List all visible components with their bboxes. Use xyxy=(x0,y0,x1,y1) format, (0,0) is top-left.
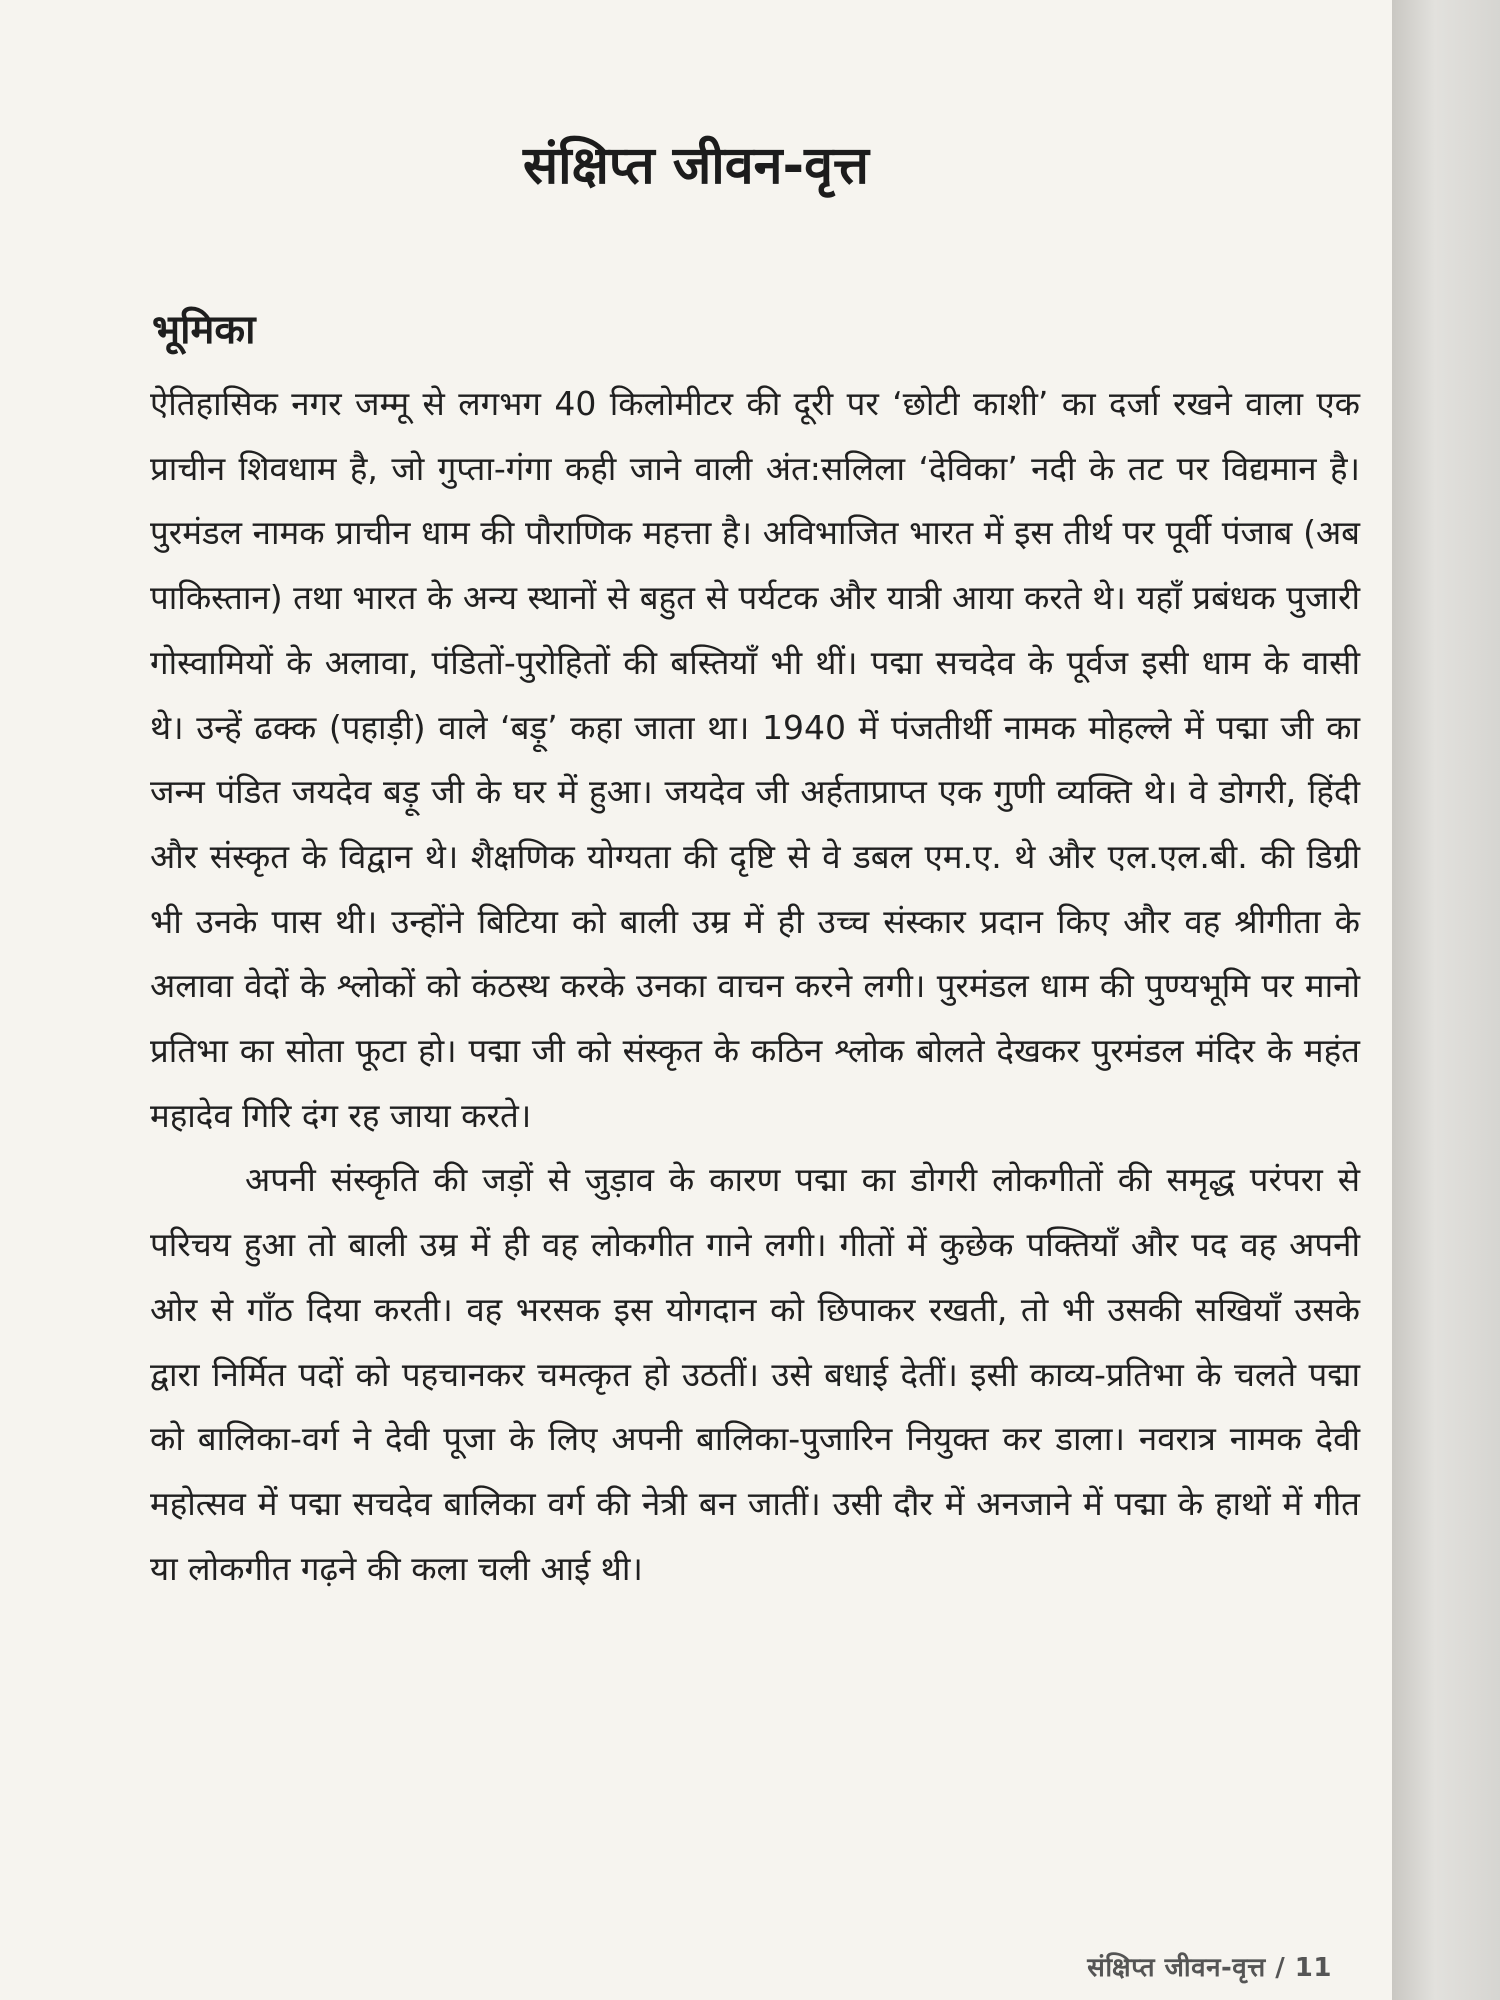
section-heading: भूमिका xyxy=(152,307,256,353)
paragraph-2: अपनी संस्कृति की जड़ों से जुड़ाव के कारण पद्मा का डोगरी लोकगीतों की समृद्ध परंपरा से परिचय हुआ तो बाली उम्र में ही वह लोकगीत गाने लगी। गीतों में कुछेक पक्तियाँ और पद वह अपनी ओर से गाँठ दिया करती। वह भरसक इस योगदान को छिपाकर रखती, तो भी उसकी सखियाँ उसके द्वारा निर्मित पदों को पहचानकर चमत्कृत हो उठतीं। उसे बधाई देतीं। इसी काव्य-प्रतिभा के चलते पद्मा को बालिका-वर्ग ने देवी पूजा के लिए अपनी बालिका-पुजारिन नियुक्त कर डाला। नवरात्र नामक देवी महोत्सव में पद्मा सचदेव बालिका वर्ग की नेत्री बन जातीं। उसी दौर में अनजाने में पद्मा के हाथों में गीत या लोकगीत गढ़ने की कला चली आई थी। xyxy=(150,1160,1360,1588)
paragraph-1: ऐतिहासिक नगर जम्मू से लगभग 40 किलोमीटर की दूरी पर ‘छोटी काशी’ का दर्जा रखने वाला एक प्राचीन शिवधाम है, जो गुप्ता-गंगा कही जाने वाली अंत:सलिला ‘देविका’ नदी के तट पर विद्यमान है। पुरमंडल नामक प्राचीन धाम की पौराणिक महत्ता है। अविभाजित भारत में इस तीर्थ पर पूर्वी पंजाब (अब पाकिस्तान) तथा भारत के अन्य स्थानों से बहुत से पर्यटक और यात्री आया करते थे। यहाँ प्रबंधक पुजारी गोस्वामियों के अलावा, पंडितों-पुरोहितों की बस्तियाँ भी थीं। पद्मा सचदेव के पूर्वज इसी धाम के वासी थे। उन्हें ढक्क (पहाड़ी) वाले ‘बड़ू’ कहा जाता था। 1940 में पंजतीर्थी नामक मोहल्ले में पद्मा जी का जन्म पंडित जयदेव बड़ू जी के घर में हुआ। जयदेव जी अर्हताप्राप्त एक गुणी व्यक्ति थे। वे डोगरी, हिंदी और संस्कृत के विद्वान थे। शैक्षणिक योग्यता की दृष्टि से वे डबल एम.ए. थे और एल.एल.बी. की डिग्री भी उनके पास थी। उन्होंने बिटिया को बाली उम्र में ही उच्च संस्कार प्रदान किए और वह श्रीगीता के अलावा वेदों के श्लोकों को कंठस्थ करके उनका वाचन करने लगी। पुरमंडल धाम की पुण्यभूमि पर मानो प्रतिभा का सोता फूटा हो। पद्मा जी को संस्कृत के कठिन श्लोक बोलते देखकर पुरमंडल मंदिर के महंत महादेव गिरि दंग रह जाया करते। xyxy=(150,384,1361,1135)
body-text xyxy=(150,372,1360,1601)
running-footer-page-number: संक्षिप्त जीवन-वृत्त / 11 xyxy=(1087,1953,1332,1983)
page-edge xyxy=(1392,0,1500,2000)
page-title: संक्षिप्त जीवन-वृत्त xyxy=(523,136,869,196)
